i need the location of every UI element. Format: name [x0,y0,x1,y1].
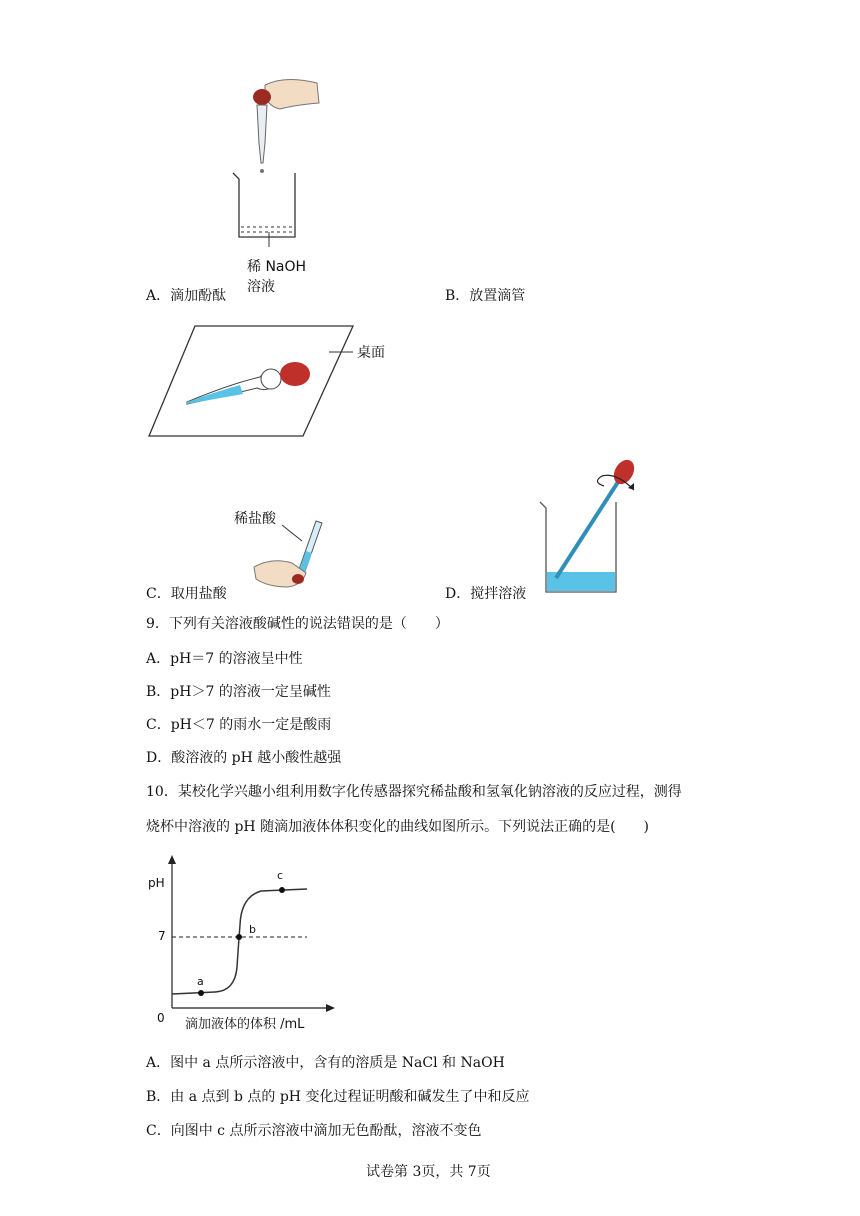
dropper-tube [257,105,267,163]
q9-stem: 9．下列有关溶液酸碱性的说法错误的是（ ） [146,616,449,632]
option-b-place-dropper: B．放置滴管 [445,288,526,304]
dropper-liquid [187,385,243,404]
point-b-label: b [249,923,256,936]
point-a-label: a [197,975,204,988]
q9-option-a: A．pH＝7 的溶液呈中性 [146,651,303,667]
point-c [279,887,285,893]
ph-curve-chart [145,855,345,1035]
y-axis-label: pH [148,876,165,890]
x-axis-label: 滴加液体的体积 /mL [185,1017,305,1032]
point-b [236,934,242,940]
point-a [198,990,204,996]
page-footer: 试卷第 3页，共 7页 [366,1164,491,1180]
hand [265,79,319,109]
table-label: 桌面 [357,345,385,361]
origin-label: 0 [157,1011,165,1025]
bottle-cap [292,574,304,584]
figure-add-phenolphthalein [225,75,335,300]
dropper-stick [556,482,618,578]
naoh-label-line1: 稀 NaOH [247,259,307,275]
point-c-label: c [277,869,284,882]
q10-stem-line2: 烧杯中溶液的 pH 随滴加液体体积变化的曲线如图所示。下列说法正确的是( ) [146,819,649,835]
q9-option-b: B．pH＞7 的溶液一定呈碱性 [146,684,331,700]
q9-option-c: C．pH＜7 的雨水一定是酸雨 [146,717,332,733]
option-a-add-indicator: A．滴加酚酞 [146,288,227,304]
dropper-bulb [280,362,310,386]
dropper-bulb [253,89,271,105]
q10-option-b: B．由 a 点到 b 点的 pH 变化过程证明酸和碱发生了中和反应 [146,1089,530,1105]
y-tick-7: 7 [158,929,166,943]
option-c-take-acid: C．取用盐酸 [146,586,227,602]
figure-stir-solution [536,450,646,598]
dropper-bulb [610,456,639,488]
figure-take-acid [232,505,327,590]
q9-option-d: D．酸溶液的 pH 越小酸性越强 [146,750,342,766]
option-d-stir-solution: D．搅拌溶液 [445,586,527,602]
naoh-label-line2: 溶液 [247,279,275,295]
q10-stem-line1: 10．某校化学兴趣小组利用数字化传感器探究稀盐酸和氢氧化钠溶液的反应过程，测得 [146,784,682,800]
acid-label: 稀盐酸 [234,511,276,527]
figure-place-dropper [145,322,395,442]
q10-option-c: C．向图中 c 点所示溶液中滴加无色酚酞，溶液不变色 [146,1123,482,1139]
q10-option-a: A．图中 a 点所示溶液中，含有的溶质是 NaCl 和 NaOH [146,1055,505,1071]
ph-curve [172,889,307,994]
